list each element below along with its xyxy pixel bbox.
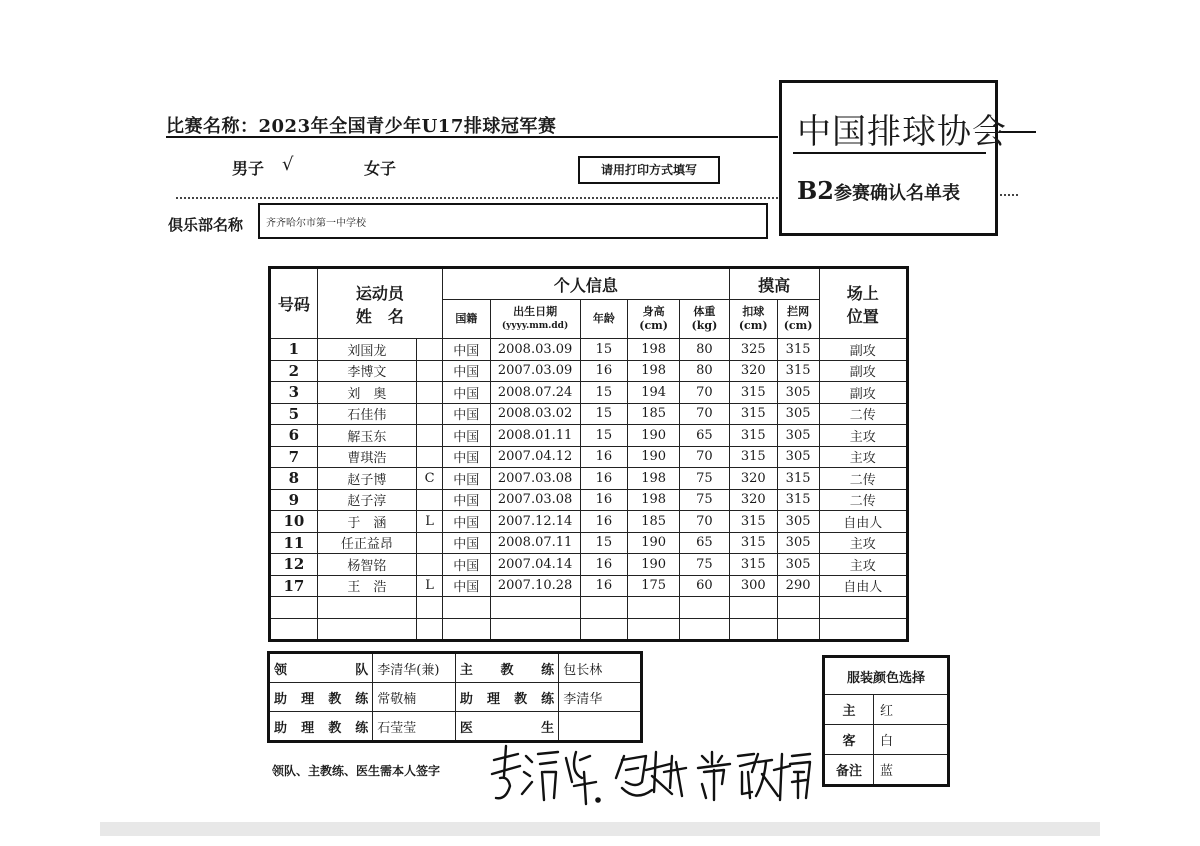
cell-birth: 2008.07.11: [490, 532, 580, 554]
cell-height: 198: [628, 468, 680, 490]
cell-block: 315: [777, 468, 819, 490]
cell-nationality: 中国: [442, 532, 490, 554]
dotted-separator-right: [1000, 194, 1018, 196]
cell-nationality: 中国: [442, 511, 490, 533]
signature-stroke-7: [738, 754, 778, 798]
cell-empty: [270, 597, 318, 619]
cell-spike: 315: [729, 511, 777, 533]
cell-empty: [317, 597, 416, 619]
cell-weight: 70: [680, 403, 730, 425]
table-row: [270, 511, 908, 533]
handwritten-signatures: [486, 742, 816, 806]
form-title: [797, 176, 960, 205]
cell-role: [417, 403, 443, 425]
assistant-coach-2-value: 李清华: [559, 683, 642, 712]
cell-age: 16: [580, 575, 628, 597]
cell-nationality: 中国: [442, 468, 490, 490]
cell-height: 175: [628, 575, 680, 597]
cell-age: 15: [580, 339, 628, 361]
roster-table: [268, 266, 909, 642]
cell-nationality: 中国: [442, 575, 490, 597]
table-row: [270, 425, 908, 447]
cell-empty: [270, 618, 318, 641]
cell-empty: [580, 618, 628, 641]
table-row: [270, 360, 908, 382]
cell-name: 于 涵: [317, 511, 416, 533]
cell-role: L: [417, 511, 443, 533]
cell-nationality: 中国: [442, 489, 490, 511]
header-age: 年龄: [580, 300, 628, 339]
cell-name: 赵子博: [317, 468, 416, 490]
cell-spike: 320: [729, 468, 777, 490]
cell-name: 赵子淳: [317, 489, 416, 511]
cell-weight: 75: [680, 489, 730, 511]
cell-nationality: 中国: [442, 554, 490, 576]
cell-role: [417, 339, 443, 361]
club-name-label: 俱乐部名称: [168, 216, 244, 234]
cell-position: 主攻: [819, 446, 907, 468]
competition-title: 比赛名称：2023年全国青少年U17排球冠军赛: [166, 116, 557, 137]
cell-role: [417, 360, 443, 382]
header-position: [819, 268, 907, 339]
cell-age: 15: [580, 532, 628, 554]
cell-age: 16: [580, 360, 628, 382]
cell-position: 自由人: [819, 575, 907, 597]
table-row: [270, 339, 908, 361]
cell-role: C: [417, 468, 443, 490]
cell-age: 16: [580, 468, 628, 490]
cell-height: 190: [628, 446, 680, 468]
uniform-away-label: 客: [824, 725, 874, 755]
leader-value: 李清华(兼): [373, 653, 456, 683]
cell-age: 16: [580, 446, 628, 468]
signature-stroke-8: [774, 754, 810, 800]
cell-height: 198: [628, 360, 680, 382]
header-birth-line1: 出生日期: [513, 305, 558, 318]
cell-role: [417, 446, 443, 468]
header-position-line2: 位置: [846, 306, 879, 326]
cell-position: 副攻: [819, 339, 907, 361]
cell-position: 主攻: [819, 532, 907, 554]
association-divider: [793, 152, 986, 154]
cell-age: 16: [580, 511, 628, 533]
header-number: 号码: [270, 268, 318, 339]
gender-male-checkmark: √: [282, 154, 294, 175]
header-weight: [680, 300, 730, 339]
cell-spike: 315: [729, 425, 777, 447]
cell-block: 305: [777, 532, 819, 554]
table-row-empty: [270, 618, 908, 641]
cell-position: 自由人: [819, 511, 907, 533]
signature-stroke-3: [566, 752, 596, 804]
header-weight-line1: 体重: [693, 305, 716, 318]
head-coach-label: 主 教 练: [455, 653, 558, 683]
cell-block: 315: [777, 489, 819, 511]
table-row: [270, 382, 908, 404]
header-height: [628, 300, 680, 339]
header-birth-line2: (yyyy.mm.dd): [501, 321, 569, 331]
cell-weight: 70: [680, 511, 730, 533]
header-weight-line2: (kg): [691, 319, 718, 332]
head-coach-value: 包长林: [559, 653, 642, 683]
cell-role: [417, 425, 443, 447]
cell-empty: [580, 597, 628, 619]
cell-age: 15: [580, 382, 628, 404]
header-height-line1: 身高: [642, 305, 665, 318]
cell-height: 198: [628, 489, 680, 511]
form-code: B2: [797, 176, 834, 205]
cell-spike: 320: [729, 360, 777, 382]
cell-position: 副攻: [819, 382, 907, 404]
assistant-coach-1-label: 助 理 教 练: [269, 683, 373, 712]
cell-spike: 315: [729, 554, 777, 576]
cell-block: 305: [777, 554, 819, 576]
cell-empty: [819, 618, 907, 641]
table-row: [270, 403, 908, 425]
cell-birth: 2008.03.02: [490, 403, 580, 425]
cell-nationality: 中国: [442, 446, 490, 468]
table-row: [270, 468, 908, 490]
cell-number: 12: [270, 554, 318, 576]
cell-block: 305: [777, 511, 819, 533]
cell-name: 李博文: [317, 360, 416, 382]
cell-number: 17: [270, 575, 318, 597]
cell-empty: [680, 618, 730, 641]
cell-weight: 60: [680, 575, 730, 597]
uniform-color-table: [822, 655, 950, 787]
cell-position: 二传: [819, 403, 907, 425]
cell-weight: 80: [680, 339, 730, 361]
cell-empty: [417, 618, 443, 641]
uniform-away-value: 白: [874, 725, 949, 755]
signature-stroke-6: [698, 752, 730, 800]
cell-position: 主攻: [819, 425, 907, 447]
cell-weight: 75: [680, 468, 730, 490]
cell-role: L: [417, 575, 443, 597]
header-position-line1: 场上: [846, 283, 879, 303]
cell-spike: 325: [729, 339, 777, 361]
cell-role: [417, 532, 443, 554]
cell-birth: 2007.12.14: [490, 511, 580, 533]
assistant-coach-2-label: 助 理 教 练: [455, 683, 558, 712]
cell-spike: 315: [729, 403, 777, 425]
gender-male-label: 男子: [232, 159, 265, 178]
cell-name: 曹琪浩: [317, 446, 416, 468]
club-name-value: 齐齐哈尔市第一中学校: [266, 218, 366, 229]
cell-birth: 2008.01.11: [490, 425, 580, 447]
cell-empty: [729, 618, 777, 641]
header-spike: [729, 300, 777, 339]
signature-label: 领队、主教练、医生需本人签字: [272, 764, 441, 778]
cell-empty: [417, 597, 443, 619]
cell-height: 190: [628, 532, 680, 554]
cell-block: 305: [777, 382, 819, 404]
cell-number: 11: [270, 532, 318, 554]
cell-block: 290: [777, 575, 819, 597]
header-height-line2: (cm): [639, 319, 668, 332]
doctor-value: [559, 712, 642, 742]
cell-age: 15: [580, 425, 628, 447]
assistant-coach-1-value: 常敬楠: [373, 683, 456, 712]
cell-role: [417, 382, 443, 404]
cell-block: 315: [777, 339, 819, 361]
cell-height: 185: [628, 511, 680, 533]
cell-name: 王 浩: [317, 575, 416, 597]
cell-birth: 2008.07.24: [490, 382, 580, 404]
table-row: [270, 575, 908, 597]
cell-nationality: 中国: [442, 339, 490, 361]
header-athlete-line1: 运动员: [355, 283, 404, 303]
header-spike-line2: (cm): [738, 319, 768, 332]
title-underline: [166, 136, 778, 138]
cell-weight: 70: [680, 382, 730, 404]
assistant-coach-3-value: 石莹莹: [373, 712, 456, 742]
header-personal-info: 个人信息: [442, 268, 729, 300]
header-block-line1: 拦网: [787, 305, 810, 318]
cell-position: 二传: [819, 489, 907, 511]
scan-edge: [100, 822, 1100, 836]
header-birth: [490, 300, 580, 339]
cell-birth: 2007.03.08: [490, 489, 580, 511]
cell-block: 315: [777, 360, 819, 382]
staff-table: [267, 651, 643, 743]
cell-number: 3: [270, 382, 318, 404]
cell-block: 305: [777, 446, 819, 468]
form-title-text: 参赛确认名单表: [833, 183, 960, 204]
cell-empty: [628, 618, 680, 641]
cell-empty: [819, 597, 907, 619]
cell-number: 6: [270, 425, 318, 447]
association-name: 中国排球协会: [797, 112, 1007, 152]
header-spike-line1: 扣球: [742, 305, 765, 318]
cell-spike: 315: [729, 382, 777, 404]
uniform-note-value: 蓝: [874, 755, 949, 786]
cell-weight: 80: [680, 360, 730, 382]
cell-empty: [490, 597, 580, 619]
cell-name: 任正益昂: [317, 532, 416, 554]
cell-height: 190: [628, 554, 680, 576]
cell-number: 7: [270, 446, 318, 468]
header-athlete: [317, 268, 442, 339]
cell-empty: [442, 597, 490, 619]
cell-position: 主攻: [819, 554, 907, 576]
cell-name: 刘国龙: [317, 339, 416, 361]
signature-dot: [596, 798, 599, 801]
header-athlete-line2: 姓 名: [355, 306, 404, 326]
signature-stroke-2: [522, 752, 558, 800]
cell-block: 305: [777, 403, 819, 425]
cell-nationality: 中国: [442, 360, 490, 382]
cell-empty: [729, 597, 777, 619]
cell-age: 16: [580, 554, 628, 576]
cell-number: 2: [270, 360, 318, 382]
assistant-coach-3-label: 助 理 教 练: [269, 712, 373, 742]
cell-birth: 2008.03.09: [490, 339, 580, 361]
cell-spike: 315: [729, 532, 777, 554]
print-notice: 请用打印方式填写: [578, 156, 720, 184]
cell-birth: 2007.04.14: [490, 554, 580, 576]
header-reach: 摸高: [729, 268, 819, 300]
cell-spike: 315: [729, 446, 777, 468]
table-row: [270, 554, 908, 576]
cell-block: 305: [777, 425, 819, 447]
signature-stroke-1: [492, 746, 520, 798]
cell-empty: [490, 618, 580, 641]
cell-number: 8: [270, 468, 318, 490]
cell-height: 198: [628, 339, 680, 361]
cell-spike: 320: [729, 489, 777, 511]
cell-empty: [777, 597, 819, 619]
cell-weight: 65: [680, 532, 730, 554]
table-row-empty: [270, 597, 908, 619]
cell-number: 1: [270, 339, 318, 361]
cell-birth: 2007.03.09: [490, 360, 580, 382]
cell-empty: [317, 618, 416, 641]
cell-height: 185: [628, 403, 680, 425]
cell-weight: 70: [680, 446, 730, 468]
cell-age: 16: [580, 489, 628, 511]
cell-name: 刘 奥: [317, 382, 416, 404]
cell-name: 杨智铭: [317, 554, 416, 576]
cell-height: 190: [628, 425, 680, 447]
header-block: [777, 300, 819, 339]
uniform-home-value: 红: [874, 695, 949, 725]
cell-weight: 65: [680, 425, 730, 447]
leader-label: 领 队: [269, 653, 373, 683]
table-row: [270, 446, 908, 468]
cell-empty: [442, 618, 490, 641]
cell-birth: 2007.03.08: [490, 468, 580, 490]
cell-nationality: 中国: [442, 425, 490, 447]
table-row: [270, 532, 908, 554]
uniform-note-label: 备注: [824, 755, 874, 786]
cell-name: 石佳伟: [317, 403, 416, 425]
cell-role: [417, 554, 443, 576]
cell-empty: [680, 597, 730, 619]
gender-female-label: 女子: [364, 159, 397, 178]
cell-name: 解玉东: [317, 425, 416, 447]
cell-height: 194: [628, 382, 680, 404]
uniform-home-label: 主: [824, 695, 874, 725]
cell-empty: [628, 597, 680, 619]
cell-role: [417, 489, 443, 511]
cell-number: 9: [270, 489, 318, 511]
cell-weight: 75: [680, 554, 730, 576]
doctor-label: 医 生: [455, 712, 558, 742]
cell-number: 5: [270, 403, 318, 425]
cell-birth: 2007.10.28: [490, 575, 580, 597]
roster-body: [270, 339, 908, 641]
signature-stroke-4: [616, 756, 652, 796]
cell-nationality: 中国: [442, 403, 490, 425]
table-row: [270, 489, 908, 511]
cell-age: 15: [580, 403, 628, 425]
cell-number: 10: [270, 511, 318, 533]
cell-empty: [777, 618, 819, 641]
cell-position: 二传: [819, 468, 907, 490]
dotted-separator: [176, 197, 778, 199]
cell-spike: 300: [729, 575, 777, 597]
header-block-line2: (cm): [783, 319, 813, 332]
cell-birth: 2007.04.12: [490, 446, 580, 468]
cell-nationality: 中国: [442, 382, 490, 404]
header-nationality: 国籍: [442, 300, 490, 339]
cell-position: 副攻: [819, 360, 907, 382]
uniform-title: 服装颜色选择: [824, 657, 949, 695]
